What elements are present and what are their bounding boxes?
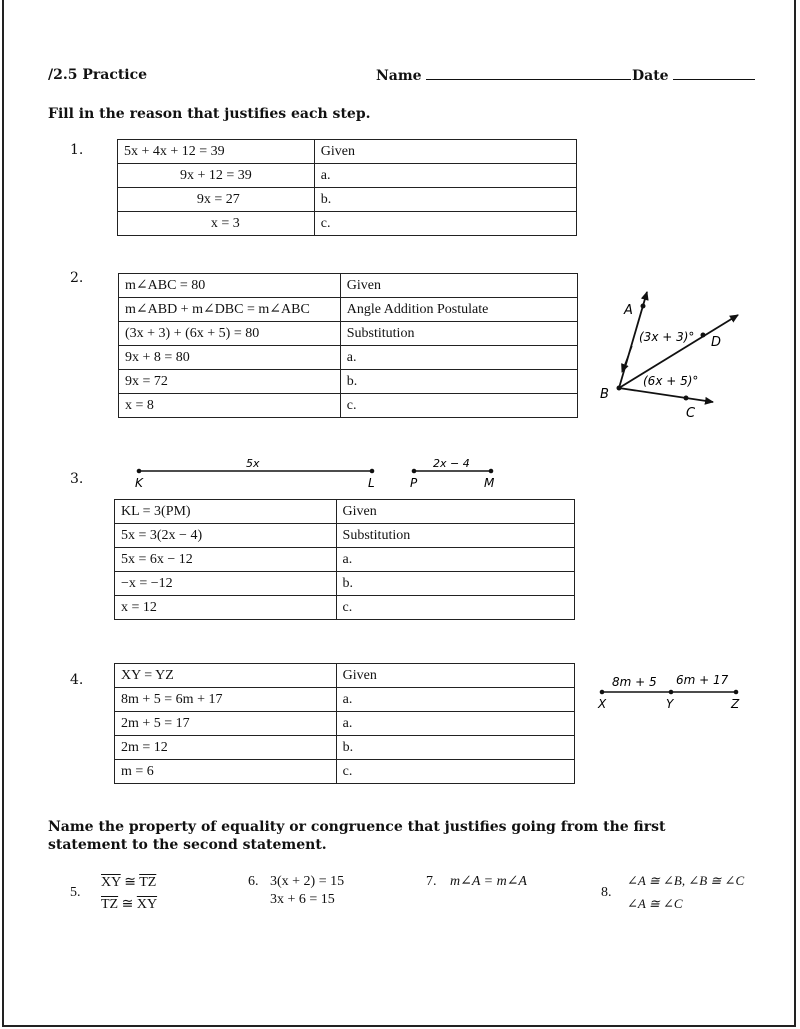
- statement-cell: m∠ABD + m∠DBC = m∠ABC: [119, 298, 341, 322]
- table-row: [115, 500, 575, 524]
- reason-cell: Angle Addition Postulate: [340, 298, 577, 322]
- label-L: L: [368, 476, 375, 490]
- point-L: [370, 469, 375, 474]
- question-number-6: 6.: [248, 874, 259, 889]
- table-row: [115, 572, 575, 596]
- reason-cell[interactable]: c.: [340, 394, 577, 418]
- worksheet-title: /2.5 Practice: [48, 67, 148, 83]
- q5-line1: [101, 874, 156, 892]
- table-row: [115, 712, 575, 736]
- name-label: Name: [376, 68, 422, 84]
- statement-cell: m∠ABC = 80: [119, 274, 341, 298]
- segment-XY: $\overline{XY}$: [101, 875, 121, 890]
- reason-cell[interactable]: c.: [336, 760, 574, 784]
- label-M: M: [484, 476, 495, 490]
- reason-cell[interactable]: a.: [336, 548, 574, 572]
- label-A: A: [624, 303, 633, 318]
- proof-table-3: [114, 499, 575, 620]
- segment-figure-3: [125, 452, 515, 494]
- statement-cell: (3x + 3) + (6x + 5) = 80: [119, 322, 341, 346]
- segment-XY-label: 8m + 5: [612, 675, 657, 689]
- reason-cell[interactable]: b.: [340, 370, 577, 394]
- statement-cell: m = 6: [115, 760, 337, 784]
- point-B: [617, 386, 622, 391]
- statement-cell: x = 8: [119, 394, 341, 418]
- point-D: [701, 333, 706, 338]
- statement-cell: XY = YZ: [115, 664, 337, 688]
- table-row: [115, 736, 575, 760]
- point-A: [641, 304, 646, 309]
- label-C: C: [686, 406, 696, 421]
- table-row: [118, 140, 577, 164]
- reason-cell: Given: [336, 500, 574, 524]
- reason-cell[interactable]: b.: [336, 736, 574, 760]
- problem-number-1: 1.: [70, 142, 84, 158]
- reason-cell[interactable]: a.: [336, 712, 574, 736]
- table-row: [119, 346, 578, 370]
- reason-cell[interactable]: b.: [314, 188, 576, 212]
- question-number-7: 7.: [426, 874, 437, 889]
- date-label: Date: [632, 68, 669, 84]
- reason-cell[interactable]: a.: [340, 346, 577, 370]
- q8-line1: ∠A ≅ ∠B, ∠B ≅ ∠C: [627, 873, 745, 888]
- proof-table-1: [117, 139, 577, 236]
- problem-number-2: 2.: [70, 270, 84, 286]
- question-number-5: 5.: [70, 885, 81, 900]
- q5-line2: [101, 896, 157, 914]
- angle-figure: [588, 284, 748, 424]
- q6-line2: 3x + 6 = 15: [270, 892, 335, 907]
- q8-line2: ∠A ≅ ∠C: [627, 896, 683, 911]
- label-K: K: [135, 476, 143, 490]
- statement-cell: KL = 3(PM): [115, 500, 337, 524]
- arc-arrow-1: [622, 346, 632, 372]
- reason-cell: Given: [336, 664, 574, 688]
- proof-table-2: [118, 273, 578, 418]
- reason-cell[interactable]: a.: [314, 164, 576, 188]
- statement-cell: 5x + 4x + 12 = 39: [118, 140, 315, 164]
- angle-label-1: (3x + 3)°: [639, 330, 695, 344]
- q7-line1: m∠A = m∠A: [450, 874, 527, 889]
- statement-cell: 9x + 12 = 39: [118, 164, 315, 188]
- problem-number-3: 3.: [70, 471, 84, 487]
- segment-YZ-label: 6m + 17: [676, 673, 729, 687]
- table-row: [119, 298, 578, 322]
- point-Y: [669, 690, 674, 695]
- point-M: [489, 469, 494, 474]
- label-Z: Z: [731, 697, 740, 711]
- table-row: [119, 394, 578, 418]
- date-blank[interactable]: [673, 67, 755, 80]
- label-B: B: [600, 387, 609, 402]
- reason-cell[interactable]: a.: [336, 688, 574, 712]
- statement-cell: 5x = 6x − 12: [115, 548, 337, 572]
- instruction-fill-reasons: Fill in the reason that justifies each step.: [48, 106, 371, 122]
- label-Y: Y: [666, 697, 674, 711]
- label-X: X: [598, 697, 607, 711]
- reason-cell[interactable]: c.: [336, 596, 574, 620]
- segment-TZ: $\overline{TZ}$: [101, 897, 119, 912]
- statement-cell: 2m = 12: [115, 736, 337, 760]
- table-row: [119, 322, 578, 346]
- reason-cell: Substitution: [336, 524, 574, 548]
- ray-BC: [619, 388, 713, 402]
- point-P: [412, 469, 417, 474]
- congruent-symbol: ≅: [120, 875, 140, 890]
- reason-cell: Substitution: [340, 322, 577, 346]
- point-X: [600, 690, 605, 695]
- reason-cell[interactable]: b.: [336, 572, 574, 596]
- table-row: [115, 524, 575, 548]
- reason-cell[interactable]: c.: [314, 212, 576, 236]
- statement-cell: x = 12: [115, 596, 337, 620]
- reason-cell: Given: [314, 140, 576, 164]
- table-row: [119, 370, 578, 394]
- table-row: [115, 664, 575, 688]
- statement-cell: 9x = 27: [118, 188, 315, 212]
- question-number-8: 8.: [601, 885, 612, 900]
- statement-cell: 9x = 72: [119, 370, 341, 394]
- segment-KL-label: 5x: [246, 457, 260, 470]
- statement-cell: 9x + 8 = 80: [119, 346, 341, 370]
- name-blank[interactable]: [426, 67, 631, 80]
- segment-figure-4: [590, 668, 750, 712]
- point-Z: [734, 690, 739, 695]
- name-field[interactable]: [376, 67, 631, 84]
- congruent-symbol: ≅: [118, 897, 137, 912]
- segment-TZ: $\overline{TZ}$: [139, 875, 157, 890]
- table-row: [119, 274, 578, 298]
- table-row: [118, 212, 577, 236]
- label-D: D: [711, 335, 722, 350]
- table-row: [115, 548, 575, 572]
- proof-table-4: [114, 663, 575, 784]
- angle-label-2: (6x + 5)°: [643, 374, 699, 388]
- statement-cell: x = 3: [118, 212, 315, 236]
- date-field[interactable]: [632, 67, 755, 84]
- reason-cell: Given: [340, 274, 577, 298]
- point-C: [684, 396, 689, 401]
- instruction-name-property: Name the property of equality or congruence that justifies going from the first statement to the second statement.: [48, 819, 666, 853]
- table-row: [115, 596, 575, 620]
- table-row: [115, 688, 575, 712]
- point-K: [137, 469, 142, 474]
- segment-XY: $\overline{XY}$: [136, 897, 158, 912]
- statement-cell: 5x = 3(2x − 4): [115, 524, 337, 548]
- table-row: [115, 760, 575, 784]
- table-row: [118, 164, 577, 188]
- q6-line1: 3(x + 2) = 15: [270, 874, 345, 889]
- statement-cell: 2m + 5 = 17: [115, 712, 337, 736]
- statement-cell: −x = −12: [115, 572, 337, 596]
- segment-PM-label: 2x − 4: [433, 457, 470, 470]
- problem-number-4: 4.: [70, 672, 84, 688]
- label-P: P: [410, 476, 418, 490]
- statement-cell: 8m + 5 = 6m + 17: [115, 688, 337, 712]
- table-row: [118, 188, 577, 212]
